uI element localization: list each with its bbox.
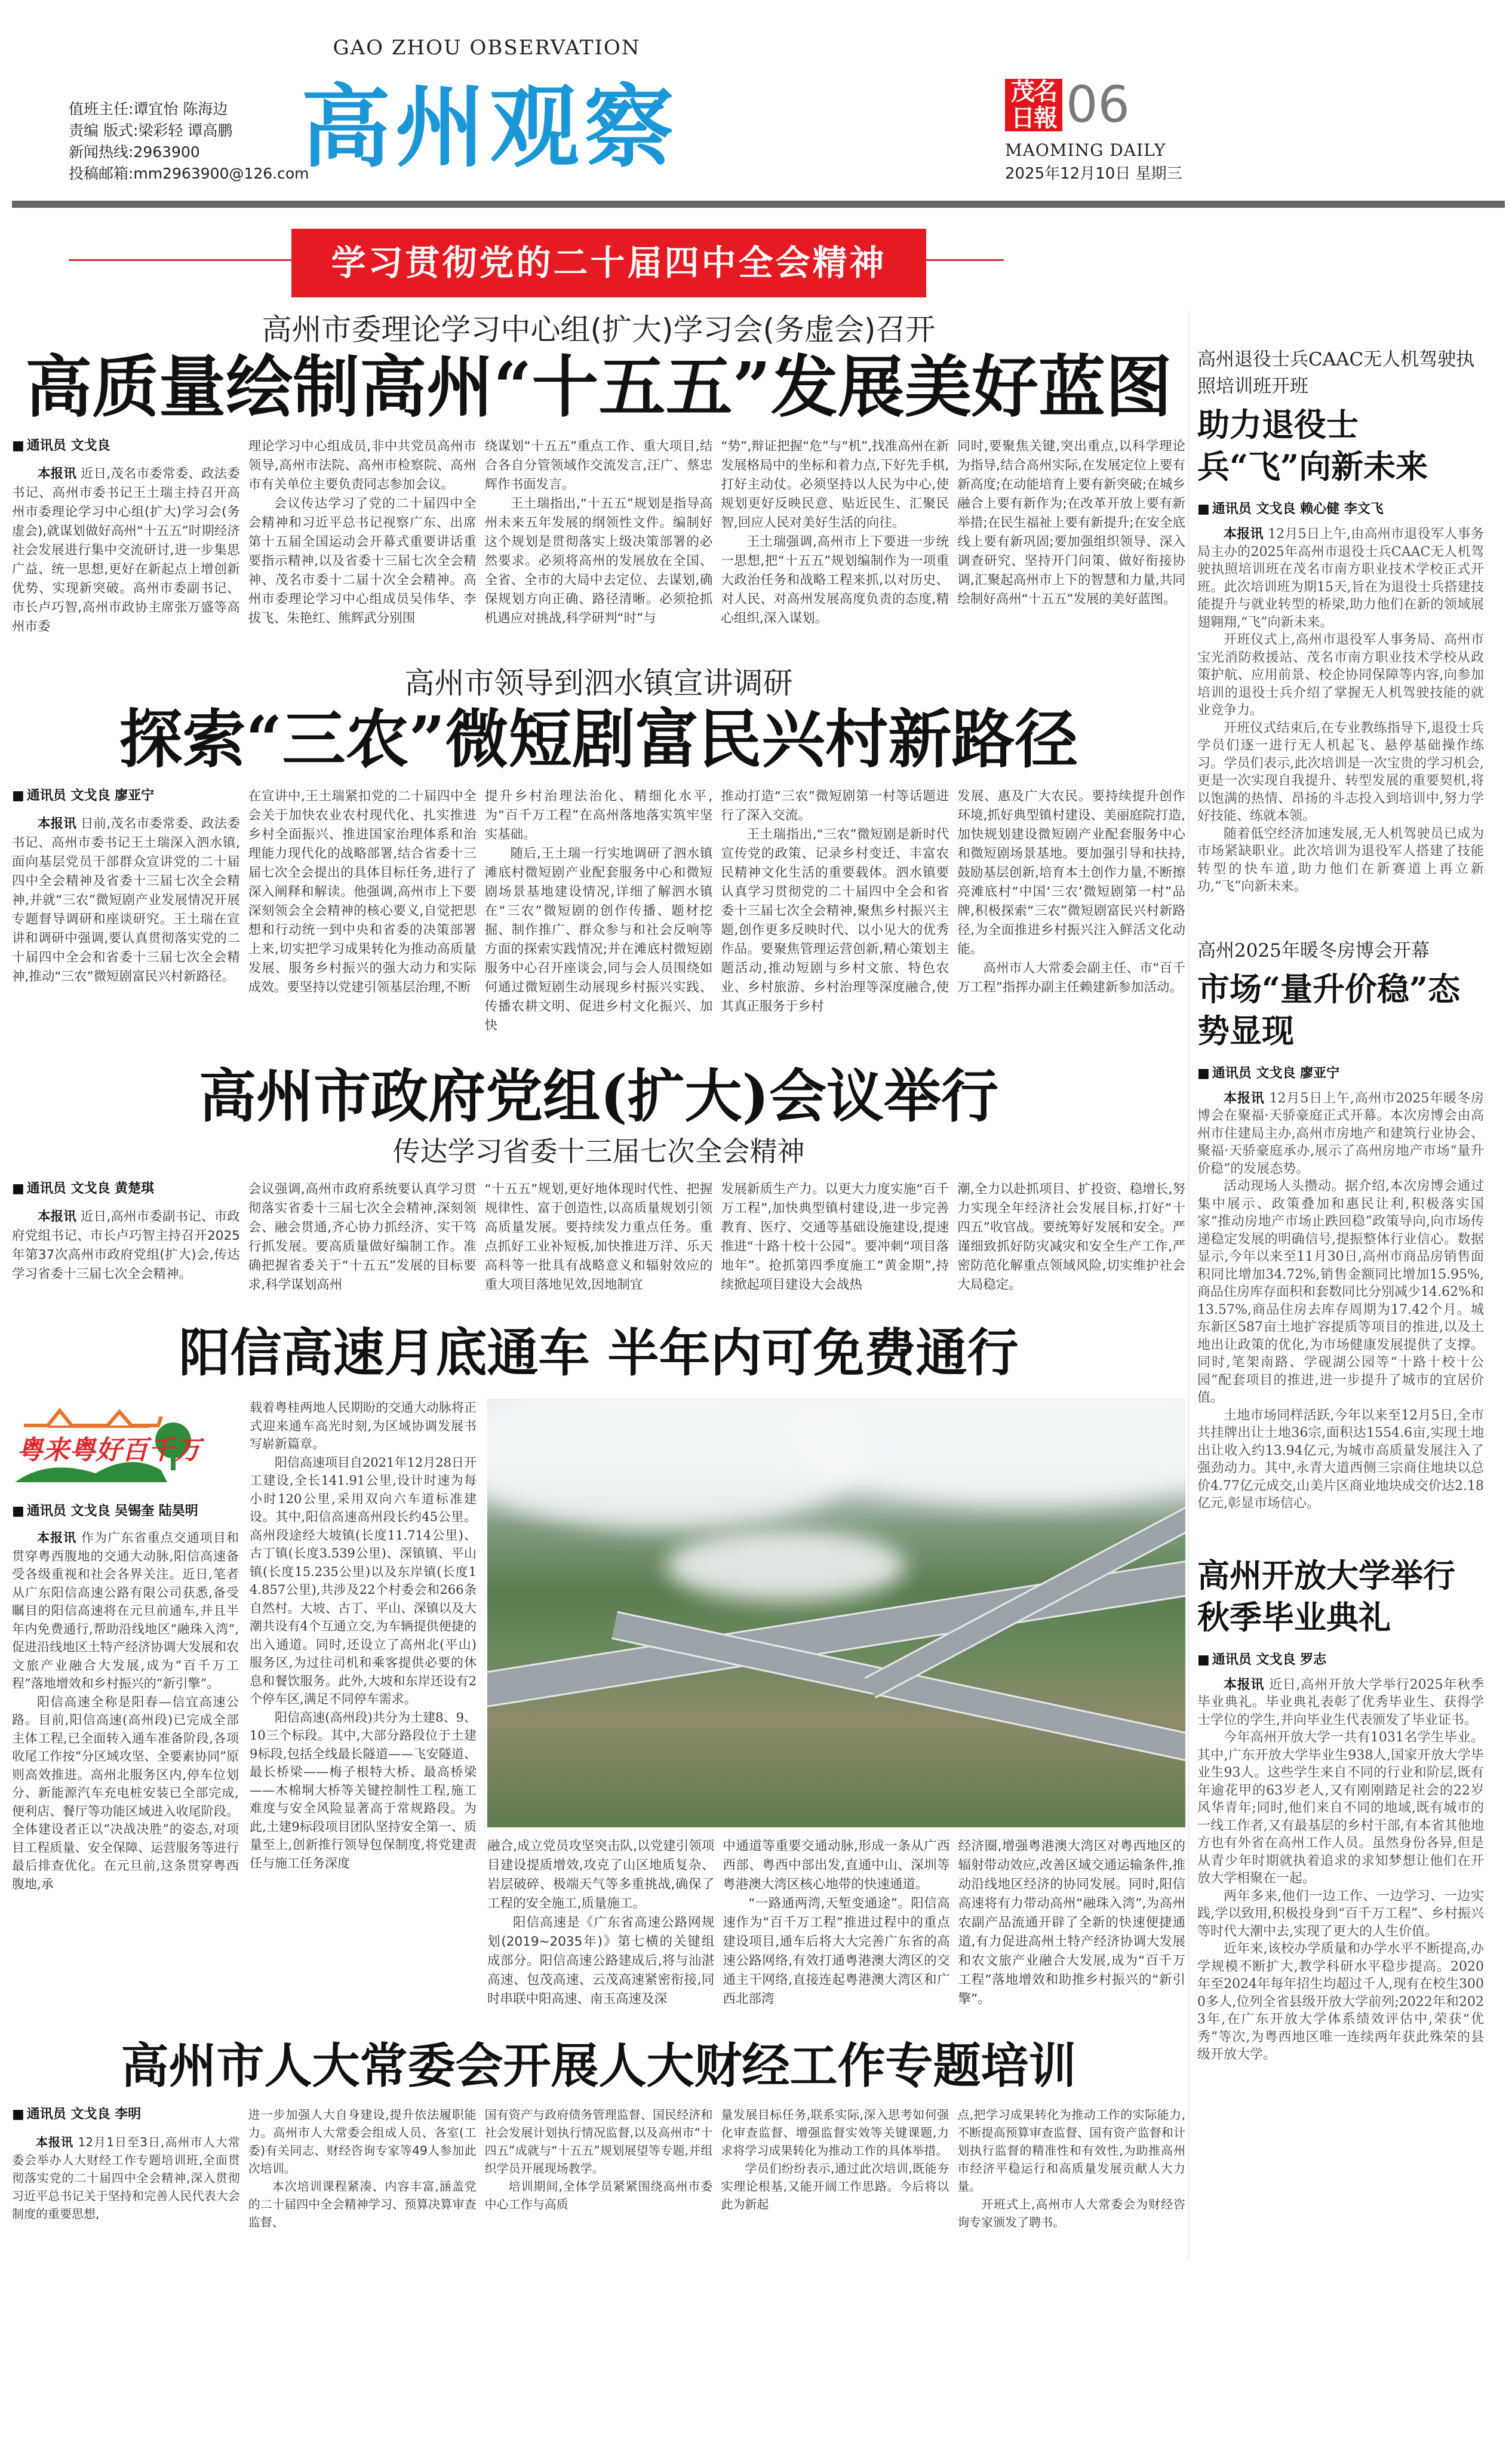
article1-col4: “势”,辩证把握“危”与“机”,找准高州在新发展格局中的坐标和着力点,下好先手棋,打好主动仗。必须坚持以人民为中心,使规划更好反映民意、贴近民生、汇聚民智,回应人民对美好生活的向往。 王土瑞强调,高州市上下要进一步统一思想,把“十五五”规划编制作为一项重大政治任务和战略工程来抓,以对历史、对人民、对高州发展高度负责的态度,精心组织,深入谋划。	[721, 439, 949, 626]
article3-headline[interactable]: 高州市政府党组(扩大)会议举行	[199, 1063, 998, 1130]
article3	[12, 1063, 1185, 1295]
article2-lead: 本报讯	[38, 816, 76, 831]
article5-col1	[12, 2106, 240, 2223]
article4	[12, 1322, 1185, 2009]
article4-body	[12, 1399, 1185, 2009]
masthead-rule	[12, 201, 1505, 208]
article3-subhead: 传达学习省委十三届七次全会精神	[392, 1135, 805, 1168]
highway-aerial-photo	[487, 1399, 1185, 1827]
right2-body: 本报讯 12月5日上午,高州市2025年暖冬房博会在聚福·天骄豪庭正式开幕。本次房博会由高州市住建局主办,高州市房地产和建筑行业协会、聚福·天骄豪庭承办,展示了高州房地产市场“量升价稳”的发展态势。 活动现场人头攒动。据介绍,本次房博会通过集中展示、政策叠加和惠民让利,积极落实国家“推动房地产市场止跌回稳”政策导向,向市场传递稳定发展的明确信号,提振整体行业信心。数据显示,今年以来至11月30日,高州市商品房销售面积同比增加34.72%,销售金额同比增加15.95%,商品住房库存面积和套数同比分别减少14.62%和13.57%,商品住房去库存周期为17.42个月。城东新区587亩土地扩容提质等项目的推进,以及土地出让政策的优化,为市场健康发展提供了支撑。同时,笔架南路、学砚湖公园等“十路十校十公园”配套项目的推进,进一步提升了城市的宜居价值。 土地市场同样活跃,今年以来至12月5日,全市共挂牌出让土地36宗,面积达1554.6亩,实现土地出让收入约13.94亿元,为城市高质量发展注入了强劲动力。其中,永青大道西侧三宗商住地块以总价4.77亿元成交,山美片区商业地块成交价达2.18亿元,彰显市场信心。	[1197, 1090, 1484, 1511]
page-number: 06	[1066, 75, 1130, 134]
right2-headline[interactable]: 市场“量升价稳”态势显现	[1197, 969, 1461, 1050]
article1-col1-text: 近日,茂名市委常委、政法委书记、高州市委书记王土瑞主持召开高州市委理论学习中心组(扩大)学习会(务虚会),就谋划做好高州“十五五”时期经济社会发展进行集中交流研讨,进一步集思广益、统一思想,更好在新起点上增创新优势、实现新突破。高州市委副书记、市长卢巧智,高州市政协主席张万盛等高州市委	[12, 466, 240, 634]
article3-col1	[12, 1180, 240, 1284]
article5	[12, 2036, 1185, 2231]
right2-kicker: 高州2025年暖冬房博会开幕	[1197, 939, 1430, 961]
article4-col1: 本报讯 作为广东省重点交通项目和贯穿粤西腹地的交通大动脉,阳信高速备受各级重视和社会各界关注。近日,笔者从广东阳信高速公路有限公司获悉,备受瞩目的阳信高速将在元旦前通车,并且半年内免费通行,帮助沿线地区“融珠入湾”,促进沿线地区土特产经济协调大发展和农文旅产业融合大发展,成为“百千万工程”落地增效和乡村振兴的“新引擎”。 阳信高速全称是阳春—信宜高速公路。目前,阳信高速(高州段)已完成全部主体工程,已全面转入通车准备阶段,各项收尾工作按“分区域攻坚、全要素协同”原则高效推进。高州北服务区内,停车位划分、新能源汽车充电桩安装已全部完成,便利店、餐厅等功能区域进入收尾阶段。全体建设者正以“决战决胜”的姿态,对项目工程质量、安全保障、运营服务等进行最后排查优化。在元旦前,这条贯穿粤西腹地,承	[12, 1531, 239, 1891]
article4-under-photo	[487, 1837, 1185, 2009]
article4-lead: 本报讯	[37, 1531, 77, 1545]
article3-col3: “十五五”规划,更好地体现时代性、把握规律性、富于创造性,以高质量规划引领高质量发展。要持续发力重点任务。重点抓好工业补短板,加快推进万洋、乐天高科等一批具有战略意义和辐射效应的重大项目落地见效,因地制宜	[484, 1182, 713, 1292]
page-body	[0, 311, 1509, 2259]
article4-left	[12, 1399, 239, 1893]
article5-lead: 本报讯	[36, 2135, 74, 2149]
staff-duty-editor: 值班主任:谭宜怡 陈海边	[69, 100, 228, 118]
article5-columns	[12, 2106, 1185, 2231]
staff-email[interactable]: 投稿邮箱:mm2963900@126.com	[69, 165, 309, 182]
masthead-title-en: GAO ZHOU OBSERVATION	[333, 36, 641, 60]
article1-col2: 理论学习中心组成员,非中共党员高州市领导,高州市法院、高州市检察院、高州市有关单位主要负责同志参加会议。 会议传达学习了党的二十届四中全会精神和习近平总书记视察广东、出席第十五届全国运动会开幕式重要讲话重要指示精神,以及省委十三届七次全会精神、茂名市委十二届十次全会精神。高州市委理论学习中心组成员吴伟华、李拔飞、朱艳红、熊辉武分别围	[248, 439, 477, 626]
column-logo-text: 粤来粤好百千万	[17, 1435, 201, 1466]
right3-lead: 本报讯	[1224, 1677, 1265, 1692]
article3-col2: 会议强调,高州市政府系统要认真学习贯彻落实省委十三届七次全会精神,深刻领会、融会贯通,齐心协力抓经济、实干笃行抓发展。要高质量做好编制工作。准确把握省委关于“十五五”发展的目标要求,科学谋划高州	[248, 1182, 477, 1292]
article5-col2: 进一步加强人大自身建设,提升依法履职能力。高州市人大常委会组成人员、各室(工委)有关同志、财经咨询专家等49人参加此次培训。 本次培训课程紧凑、内容丰富,涵盖党的二十届四中全会精神学习、预算决算审查监督、	[248, 2107, 477, 2229]
sidebar-stories	[1197, 311, 1484, 2106]
column-logo	[12, 1399, 215, 1488]
issue-date: 2025年12月10日 星期三	[1005, 165, 1182, 183]
right1-byline: ■ 通讯员 文戈良 赖心健 李文飞	[1197, 500, 1484, 518]
banner-rule-right	[926, 259, 1004, 261]
section-banner-row	[0, 209, 1509, 311]
right1-kicker: 高州退役士兵CAAC无人机驾驶执照培训班开班	[1197, 349, 1475, 397]
article5-col4: 量发展目标任务,联系实际,深入思考如何强化审查监督、增强监督实效等关键课题,力求将学习成果转化为推动工作的具体举措。 学员们纷纷表示,通过此次培训,既能夯实理论根基,又能开阔工作思路。今后将以此为新起	[721, 2107, 949, 2211]
article2-col2: 在宣讲中,王土瑞紧扣党的二十届四中全会关于加快农业农村现代化、扎实推进乡村全面振兴、推进国家治理体系和治理能力现代化的战略部署,结合省委十三届七次全会提出的具体目标任务,进行了深入阐释和解读。他强调,高州市上下要深刻领会全会精神的核心要义,自觉把思想和行动统一到中央和省委的决策部署上来,切实把学习成果转化为推动高质量发展、服务乡村振兴的强大动力和实际成效。要坚持以党建引领基层治理,不断	[248, 789, 477, 995]
article3-lead: 本报讯	[38, 1209, 76, 1224]
banner-rule-left	[69, 259, 291, 261]
article1-headline[interactable]: 高质量绘制高州“十五五”发展美好蓝图	[25, 349, 1172, 426]
article4-col2: 载着粤桂两地人民期盼的交通大动脉将正式迎来通车高光时刻,为区域协调发展书写崭新篇章。 阳信高速项目自2021年12月28日开工建设,全长141.91公里,设计时速为每小时120公里,采用双向六车道标准建设。其中,阳信高速高州段长约45公里。高州段途经大坡镇(长度11.714公里)、古丁镇(长度3.539公里)、深镇镇、平山镇(长度15.235公里)以及东岸镇(长度14.857公里),共涉及22个村委会和266条自然村。大坡、古丁、平山、深镇以及大潮共设有4个互通立交,为车辆提供便捷的出入通道。同时,还设立了高州北(平山)服务区,为过往司机和乘客提供必要的休息和餐饮服务。此外,大坡和东岸还设有2个停车区,满足不同停车需求。 阳信高速(高州段)共分为土建8、9、10三个标段。其中,大部分路段位于土建9标段,包括全线最长隧道——飞安隧道、最长桥梁——梅子根特大桥、最高桥梁——木棉垌大桥等关键控制性工程,施工难度与安全风险显著高于常规路段。为此,土建9标段项目团队坚持安全第一、质量至上,创新推行领导包保制度,将党建责任与施工任务深度	[250, 1400, 477, 1870]
column-divider	[1188, 311, 1189, 2259]
article2-col4: 推动打造“三农”微短剧第一村等话题进行了深入交流。 王土瑞指出,“三农”微短剧是新时代宣传党的政策、记录乡村变迁、丰富农民精神文化生活的重要载体。泗水镇要认真学习贯彻党的二十届四中全会和省委十三届七次全会精神,聚焦乡村振兴主题,创作更多反映时代、以小见大的优秀作品。要聚焦管理运营创新,精心策划主题活动,推动短剧与乡村文旅、特色农业、乡村旅游、乡村治理等深度融合,使其真正服务于乡村	[721, 789, 949, 1014]
article2-col1-text: 日前,茂名市委常委、政法委书记、高州市委书记王土瑞深入泗水镇,面向基层党员干部群众宣讲党的二十届四中全会精神及省委十三届七次全会精神,并就“三农”微短剧产业发展情况开展专题督导调研和座谈研究。王土瑞在宣讲和调研中强调,要认真贯彻落实党的二十届四中全会和省委十三届七次全会精神,推动“三农”微短剧富民兴村新路径。	[12, 816, 240, 984]
right1-body-text: 12月5日上午,由高州市退役军人事务局主办的2025年高州市退役士兵CAAC无人机驾驶执照培训班在茂名市南方职业技术学校正式开班。此次培训班为期15天,旨在为退役士兵搭建技能提升与就业转型的桥梁,助力他们在新的领域展翅翱翔,“飞”向新未来。	[1197, 527, 1484, 630]
article3-col1-text: 近日,高州市委副书记、市政府党组书记、市长卢巧智主持召开2025年第37次高州市政府党组(扩大)会,传达学习省委十三届七次全会精神。	[12, 1209, 240, 1282]
article3-col5: 潮,全力以赴抓项目、扩投资、稳增长,努力实现全年经济社会发展目标,打好“十四五”收官战。要统筹好发展和安全。严谨细致抓好防灾减灾和安全生产工作,严密防范化解重点领域风险,切实维护社会大局稳定。	[957, 1182, 1185, 1292]
article4-right	[487, 1399, 1185, 2009]
article1-byline: ■ 通讯员 文戈良	[12, 437, 240, 455]
article2-col1	[12, 787, 240, 987]
article5-headline[interactable]: 高州市人大常委会开展人大财经工作专题培训	[121, 2038, 1077, 2094]
right2-body-text: 12月5日上午,高州市2025年暖冬房博会在聚福·天骄豪庭正式开幕。本次房博会由高州市住建局主办,高州市房地产和建筑行业协会、聚福·天骄豪庭承办,展示了高州房地产市场“量升价稳”的发展态势。	[1197, 1090, 1484, 1176]
right1-lead: 本报讯	[1224, 527, 1264, 542]
article4-col1-text: 作为广东省重点交通项目和贯穿粤西腹地的交通大动脉,阳信高速备受各级重视和社会各界关注。近日,笔者从广东阳信高速公路有限公司获悉,备受瞩目的阳信高速将在元旦前通车,并且半年内免费通行,帮助沿线地区“融珠入湾”,促进沿线地区土特产经济协调大发展和农文旅产业融合大发展,成为“百千万工程”落地增效和乡村振兴的“新引擎”。	[12, 1531, 239, 1691]
article5-byline: ■ 通讯员 文戈良 李明	[12, 2106, 240, 2124]
maoming-daily-logo: 茂名日報	[1005, 79, 1062, 131]
right3-body: 本报讯 近日,高州开放大学举行2025年秋季毕业典礼。毕业典礼表彰了优秀毕业生、获得学士学位的学生,并向毕业生代表颁发了毕业证书。 今年高州开放大学一共有1031名学生毕业。其中,广东开放大学毕业生938人,国家开放大学毕业生93人。这些学生来自不同的行业和阶层,既有年逾花甲的63岁老人,又有刚刚踏足社会的22岁风华青年;同时,他们来自不同的地域,既有城市的一线工作者,又有最基层的乡村干部,有本省其他地方也有外省在高州工作人员。虽然身份各异,但是从青少年时期就执着追求的求知梦想让他们在开放大学相聚在一起。 两年多来,他们一边工作、一边学习、一边实践,学以致用,积极投身到“百千万工程”、乡村振兴等时代大潮中去,实现了更大的人生价值。 近年来,该校办学质量和办学水平不断提高,办学规模不断扩大,教学科研水平稳步提高。2020年至2024年每年招生均超过千人,现有在校生3000多人,位列全省县级开放大学前列;2022年和2023年,在广东开放大学体系绩效评估中,荣获“优秀”等次,为粤西地区唯一连续两年获此殊荣的县级开放大学。	[1197, 1677, 1484, 2062]
article5-col5: 点,把学习成果转化为推动工作的实际能力,不断提高预算审查监督、国有资产监督和计划执行监督的精准性和有效性,为助推高州市经济平稳运行和高质量发展贡献人大力量。 开班式上,高州市人大常委会为财经咨询专家颁发了聘书。	[957, 2107, 1185, 2229]
article2-byline: ■ 通讯员 文戈良 廖亚宁	[12, 787, 240, 805]
article4-byline: ■ 通讯员 文戈良 吴锡奎 陆昊明	[12, 1503, 239, 1520]
article3-columns	[12, 1180, 1185, 1295]
article1-columns	[12, 437, 1185, 637]
article3-col4: 发展新质生产力。以更大力度实施“百千万工程”,加快典型镇村建设,进一步完善教育、医疗、交通等基础设施建设,提速推进“十路十校十公园”。要冲刺“项目落地年”。抢抓第四季度施工“黄金期”,持续掀起项目建设大会战热	[721, 1182, 949, 1292]
right1-body: 本报讯 12月5日上午,由高州市退役军人事务局主办的2025年高州市退役士兵CAAC无人机驾驶执照培训班在茂名市南方职业技术学校正式开班。此次培训班为期15天,旨在为退役士兵搭建技能提升与就业转型的桥梁,助力他们在新的领域展翅翱翔,“飞”向新未来。 开班仪式上,高州市退役军人事务局、高州市宝光消防救援站、茂名市南方职业技术学校从政策护航、应用前景、校企协同保障等内容,向参加培训的退役士兵介绍了掌握无人机驾驶技能的就业竞争力。 开班仪式结束后,在专业教练指导下,退役士兵学员们逐一进行无人机起飞、悬停基础操作练习。学员们表示,此次培训是一次宝贵的学习机会,更是一次实现自我提升、转型发展的重要契机,将以饱满的热情、昂扬的斗志投入到培训中,努力学好技能、练就本领。 随着低空经济加速发展,无人机驾驶员已成为市场紧缺职业。此次培训为退役军人搭建了技能转型的快车道,助力他们在新赛道上再立新功,“飞”向新未来。	[1197, 527, 1484, 894]
article2-col3: 提升乡村治理法治化、精细化水平,为“百千万工程”在高州落地落实筑牢坚实基础。 随后,王土瑞一行实地调研了泗水镇滩底村微短剧产业配套服务中心和微短剧场景基地建设情况,详细了解泗水镇在“三农”微短剧的创作传播、题材挖掘、制作推广、群众参与和社会反响等方面的探索实践情况;并在滩底村微短剧服务中心召开座谈会,同与会人员围绕如何通过微短剧生动展现乡村振兴实践、传播农耕文明、促进乡村文化振兴、加快	[484, 789, 713, 1033]
section-banner: 学习贯彻党的二十届四中全会精神	[291, 229, 926, 297]
staff-hotline: 新闻热线:2963900	[69, 143, 200, 161]
article1-col1	[12, 437, 240, 637]
staff-layout-editor: 责编 版式:梁彩轻 谭高鹏	[69, 122, 233, 139]
paper-name-en: MAOMING DAILY	[1005, 140, 1166, 160]
masthead-title-cn: 高州观察	[300, 75, 678, 180]
right1-headline[interactable]: 助力退役士兵“飞”向新未来	[1197, 405, 1428, 486]
right3-body-text: 近日,高州开放大学举行2025年秋季毕业典礼。毕业典礼表彰了优秀毕业生、获得学士学位的学生,并向毕业生代表颁发了毕业证书。	[1197, 1677, 1484, 1728]
right1	[1197, 346, 1484, 896]
article2-kicker: 高州市领导到泗水镇宣讲调研	[404, 666, 793, 701]
article2-headline[interactable]: 探索“三农”微短剧富民兴村新路径	[119, 702, 1078, 776]
right2-lead: 本报讯	[1224, 1090, 1265, 1106]
article2-col5: 发展、惠及广大农民。要持续提升创作环境,抓好典型镇村建设、美丽庭院打造,加快规划建设微短剧产业配套服务中心和微短剧场景基地。要加强引导和扶持,鼓励基层创新,培育本土创作力量,不断擦亮滩底村“中国‘三农’微短剧第一村”品牌,积极探索“三农”微短剧富民兴村新路径,为全面推进乡村振兴注入鲜活文化动能。 高州市人大常委会副主任、市“百千万工程”指挥办副主任赖建新参加活动。	[957, 789, 1185, 995]
article4-headline[interactable]: 阳信高速月底通车 半年内可免费通行	[179, 1323, 1019, 1383]
article1-kicker: 高州市委理论学习中心组(扩大)学习会(务虚会)召开	[262, 312, 936, 347]
article4-col3: 融合,成立党员攻坚突击队,以党建引领项目建设提质增效,攻克了山区地质复杂、岩层破碎、极端天气等多重挑战,确保了工程的安全施工,质量施工。 阳信高速是《广东省高速公路网规划(2019~2035年)》第七横的关键组成部分。阳信高速公路建成后,将与汕湛高速、包茂高速、云茂高速紧密衔接,同时串联中阳高速、南玉高速及深	[487, 1839, 715, 2007]
article1-col3: 绕谋划“十五五”重点工作、重大项目,结合各自分管领域作交流发言,汪广、蔡忠辉作书面发言。 王土瑞指出,“十五五”规划是指导高州未来五年发展的纲领性文件。编制好这个规划是贯彻落实上级决策部署的必然要求。必须将高州的发展放在全国、全省、全市的大局中去定位、去谋划,确保规划方向正确、路径清晰。必须抢抓机遇应对挑战,科学研判“时”与	[484, 439, 713, 626]
right3	[1197, 1554, 1484, 2064]
main-stories	[12, 311, 1185, 2259]
masthead	[0, 0, 1509, 209]
article4-col4: 中通道等重要交通动脉,形成一条从广西西部、粤西中部出发,直通中山、深圳等粤港澳大湾区核心地带的快速通道。 “一路通两湾,天堑变通途”。阳信高速作为“百千万工程”推进过程中的重点建设项目,通车后将大大完善广东省的高速公路网络,有效打通粤港澳大湾区的交通主干网络,直接连起粤港澳大湾区和广西北部湾	[723, 1839, 950, 2007]
right3-headline[interactable]: 高州开放大学举行秋季毕业典礼	[1197, 1556, 1455, 1636]
article4-col5: 经济圈,增强粤港澳大湾区对粤西地区的辐射带动效应,改善区域交通运输条件,推动沿线地区经济的协同发展。同时,阳信高速将有力带动高州“融珠入湾”,为高州农副产品流通开辟了全新的快速便捷通道,有力促进高州土特产经济协调大发展和农文旅产业融合大发展,成为“百千万工程”落地增效和助推乡村振兴的“新引擎”。	[958, 1839, 1185, 2007]
right2	[1197, 938, 1484, 1513]
right2-byline: ■ 通讯员 文戈良 廖亚宁	[1197, 1065, 1484, 1083]
article5-col3: 国有资产与政府债务管理监督、国民经济和社会发展计划执行情况监督,以及高州市“十四五”成就与“十五五”规划展望等专题,并组织学员开展现场教学。 培训期间,全体学员紧紧围绕高州市委中心工作与高质	[484, 2107, 713, 2211]
article1-lead: 本报讯	[38, 466, 76, 481]
article1-col5: 同时,要聚焦关键,突出重点,以科学理论为指导,结合高州实际,在发展定位上要有新高度;在动能培育上要有新突破;在城乡融合上要有新作为;在改革开放上要有新举措;在民生福祉上要有新提升;在安全底线上要有新巩固;要加强组织领导、深入调查研究、坚持开门问策、做好衔接协调,汇聚起高州市上下的智慧和力量,共同绘制好高州“十五五”发展的美好蓝图。	[957, 439, 1185, 607]
article3-byline: ■ 通讯员 文戈良 黄楚琪	[12, 1180, 240, 1198]
article2	[12, 664, 1185, 1036]
article5-col1-text: 12月1日至3日,高州市人大常委会举办人大财经工作专题培训班,全面贯彻落实党的二十届四中全会精神,深入贯彻习近平总书记关于坚持和完善人民代表大会制度的重要思想,	[12, 2135, 240, 2221]
article1	[12, 311, 1185, 637]
right3-byline: ■ 通讯员 文戈良 罗志	[1197, 1651, 1484, 1669]
article2-columns	[12, 787, 1185, 1036]
